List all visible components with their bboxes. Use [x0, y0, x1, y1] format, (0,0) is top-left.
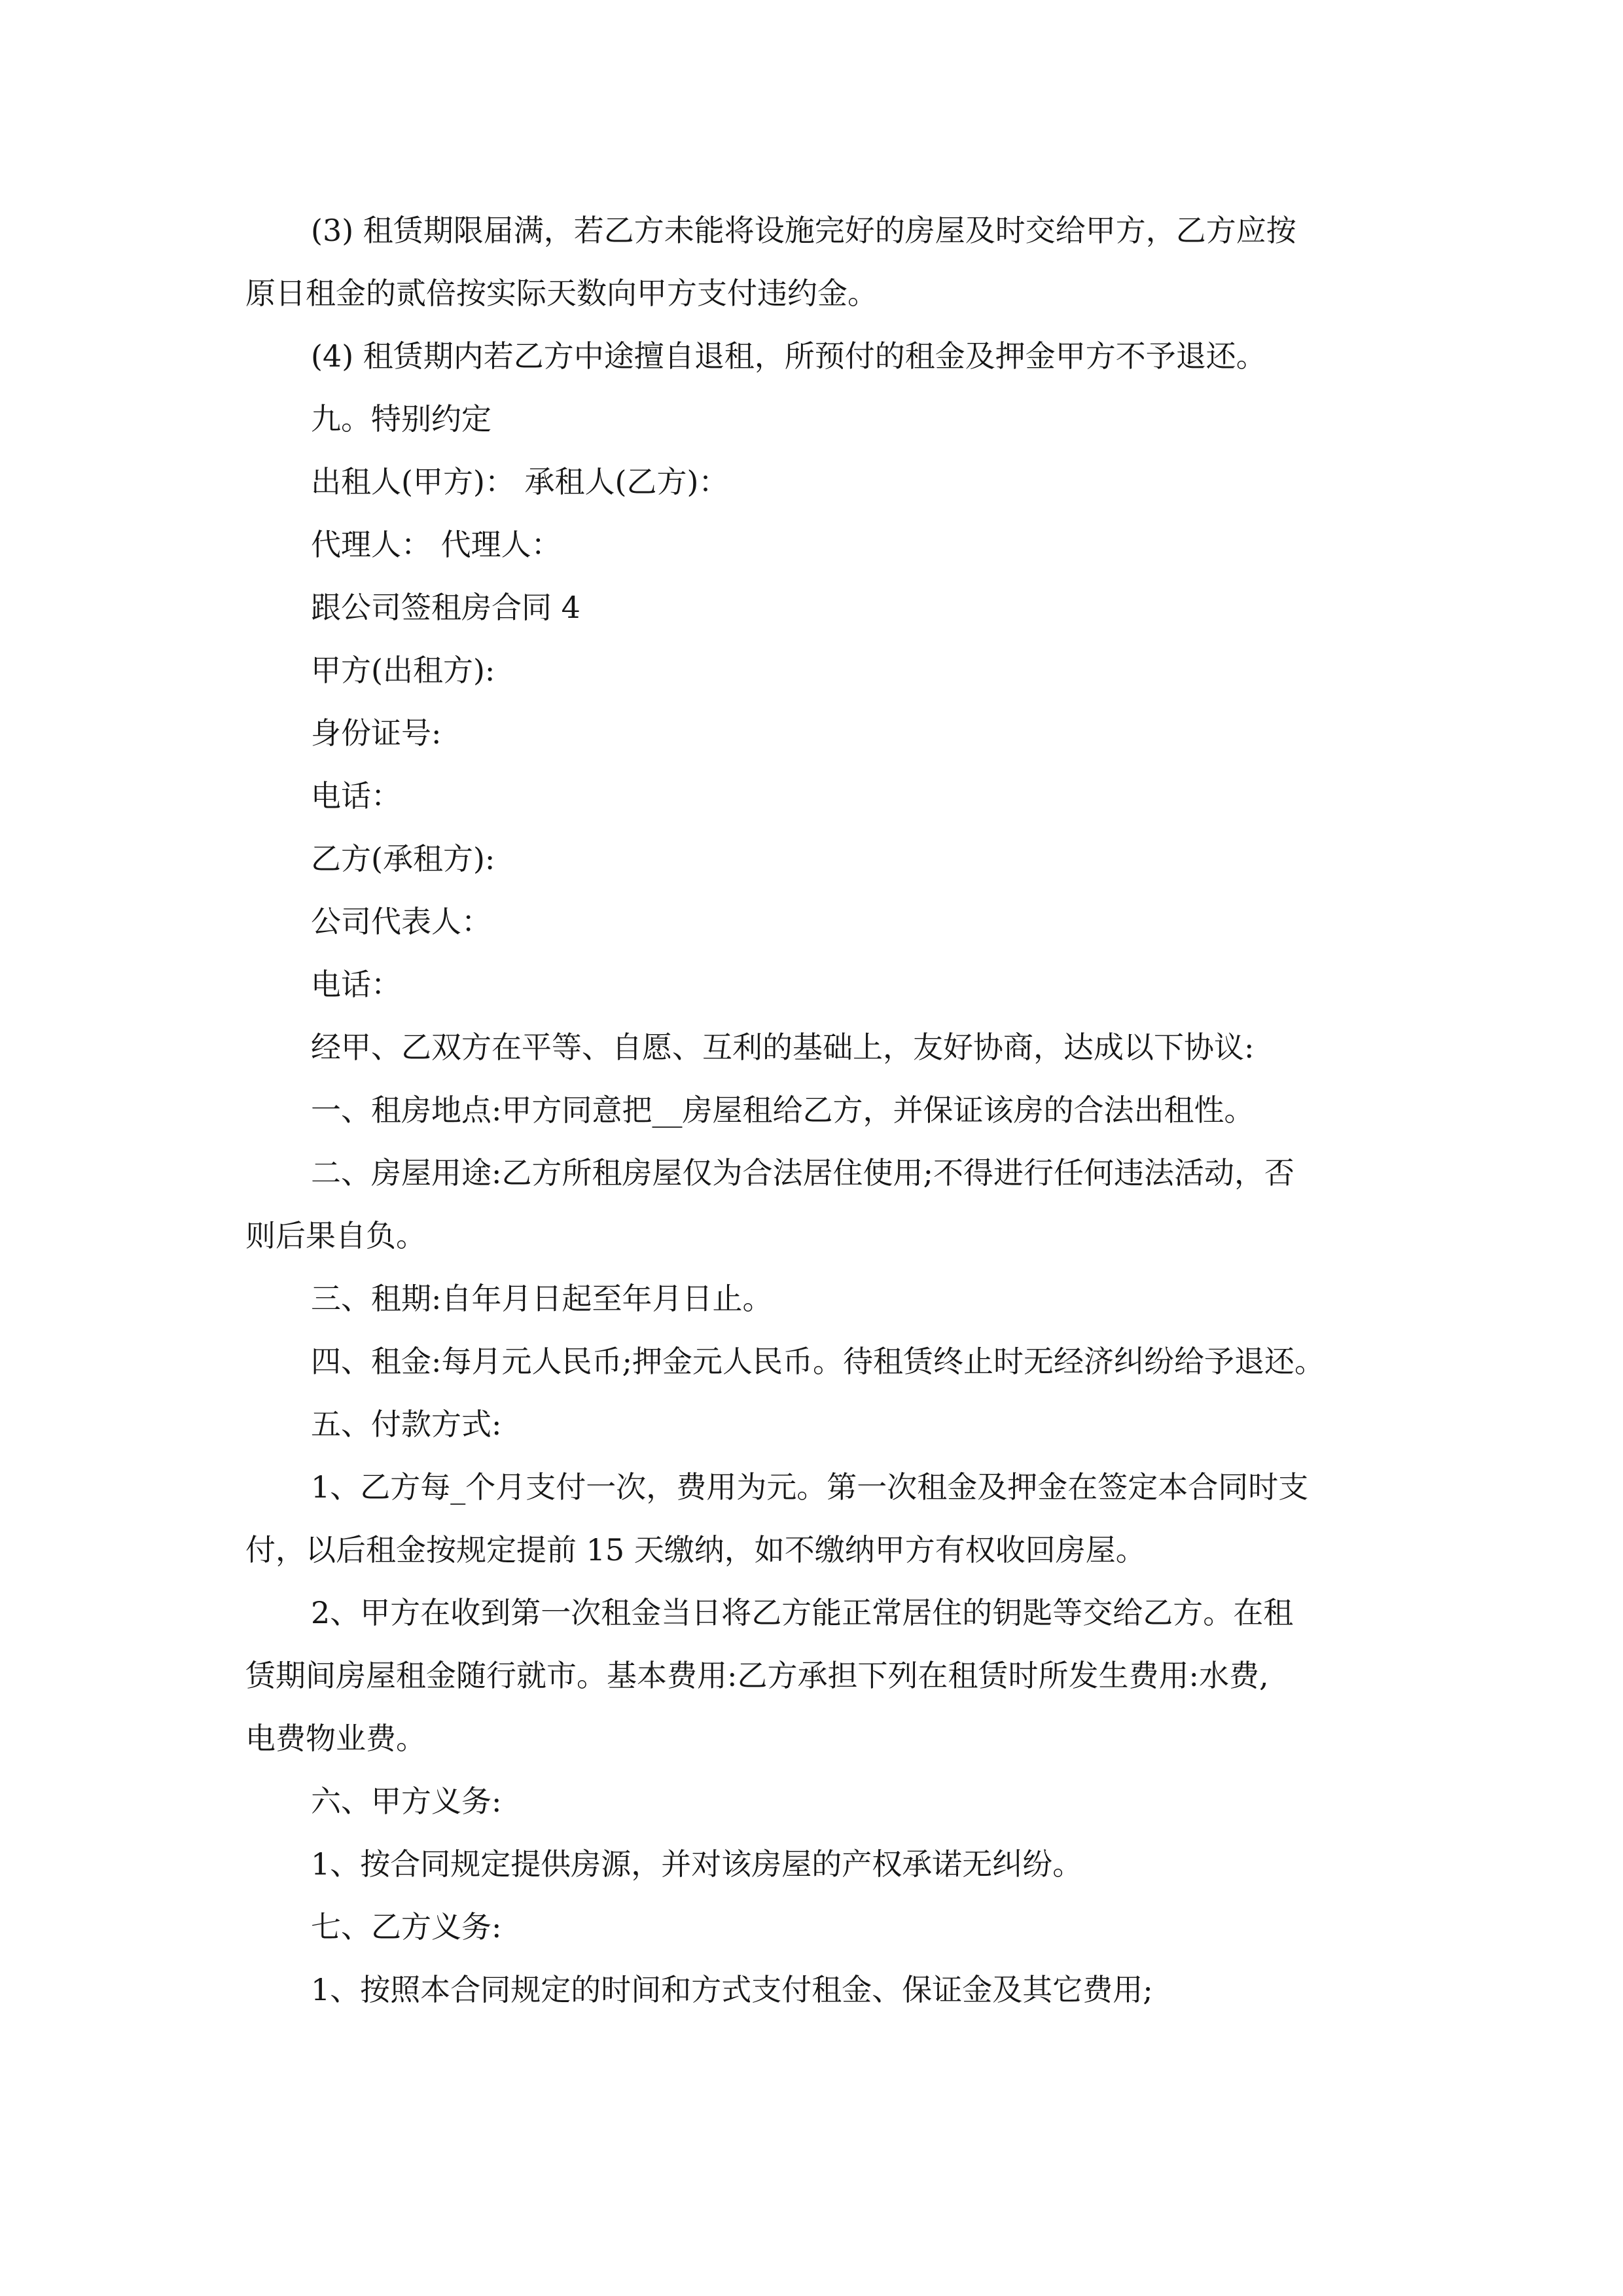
clause-8-3-line-2: 原日租金的贰倍按实际天数向甲方支付违约金。	[245, 276, 878, 311]
phone-field-a: 电话：	[311, 778, 401, 814]
agreement-preamble: 经甲、乙双方在平等、自愿、互利的基础上，友好协商，达成以下协议:	[311, 1030, 1255, 1065]
clause-5-2-line-2: 赁期间房屋租金随行就市。基本费用:乙方承担下列在租赁时所发生费用:水费,	[245, 1658, 1269, 1693]
clause-7-1: 1、按照本合同规定的时间和方式支付租金、保证金及其它费用;	[311, 1972, 1153, 2007]
section-9-heading: 九。特别约定	[311, 401, 491, 437]
agent-signature-line: 代理人： 代理人：	[311, 527, 562, 562]
clause-8-4: (4) 租赁期内若乙方中途擅自退租，所预付的租金及押金甲方不予退还。	[311, 338, 1266, 374]
clause-7-heading: 七、乙方义务:	[311, 1909, 502, 1945]
clause-2-usage-line-2: 则后果自负。	[245, 1218, 426, 1253]
party-b-field: 乙方(承租方):	[311, 841, 495, 876]
clause-5-1-line-2: 付，以后租金按规定提前 15 天缴纳，如不缴纳甲方有权收回房屋。	[245, 1532, 1146, 1568]
clause-5-heading: 五、付款方式:	[311, 1407, 502, 1442]
clause-6-1: 1、按合同规定提供房源，并对该房屋的产权承诺无纠纷。	[311, 1846, 1083, 1882]
id-number-field: 身份证号:	[311, 715, 442, 751]
clause-1-location: 一、租房地点:甲方同意把__房屋租给乙方，并保证该房的合法出租性。	[311, 1092, 1255, 1128]
clause-5-1-line-1: 1、乙方每_个月支付一次，费用为元。第一次租金及押金在签定本合同时支	[311, 1469, 1309, 1505]
clause-6-heading: 六、甲方义务:	[311, 1784, 502, 1819]
clause-5-2-line-3: 电费物业费。	[245, 1721, 426, 1756]
lessor-lessee-signature-line: 出租人(甲方)： 承租人(乙方)：	[311, 464, 729, 499]
phone-field-b: 电话：	[311, 967, 401, 1002]
company-representative-field: 公司代表人：	[311, 904, 491, 939]
clause-8-3-line-1: (3) 租赁期限届满，若乙方未能将设施完好的房屋及时交给甲方，乙方应按	[311, 213, 1296, 248]
clause-5-2-line-1: 2、甲方在收到第一次租金当日将乙方能正常居住的钥匙等交给乙方。在租	[311, 1595, 1294, 1630]
contract-4-title: 跟公司签租房合同 4	[311, 590, 580, 625]
clause-2-usage-line-1: 二、房屋用途:乙方所租房屋仅为合法居住使用;不得进行任何违法活动，否	[311, 1155, 1294, 1191]
clause-4-rent: 四、租金:每月元人民币;押金元人民币。待租赁终止时无经济纠纷给予退还。	[311, 1344, 1325, 1379]
party-a-field: 甲方(出租方):	[311, 653, 495, 688]
clause-3-term: 三、租期:自年月日起至年月日止。	[311, 1281, 773, 1316]
